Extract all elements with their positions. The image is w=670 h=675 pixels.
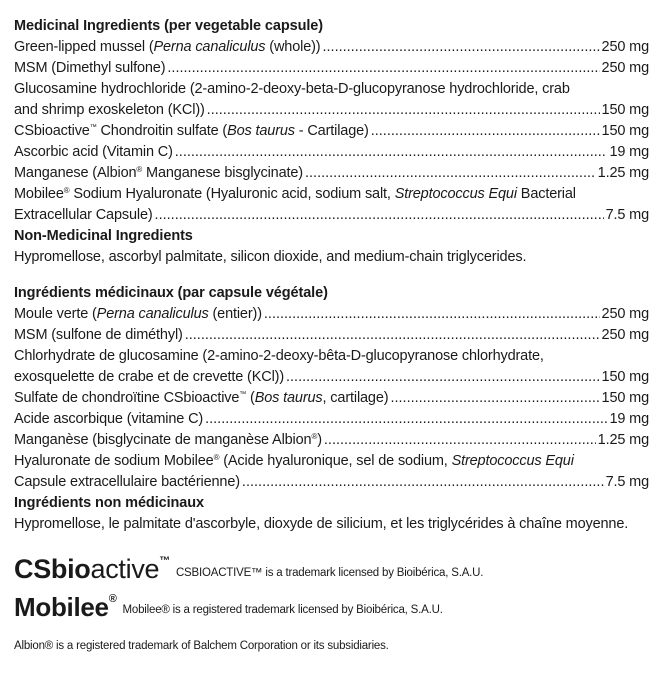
ingredient-amount: 150 mg	[601, 123, 649, 139]
ingredient-row: Capsule extracellulaire bactérienne) ..... 7.5 mg	[14, 472, 649, 493]
leader-dots	[175, 142, 608, 163]
ingredient-amount: 250 mg	[601, 60, 649, 76]
non-medicinal-ingredients-text: Hypromellose, ascorbyl palmitate, silicon dioxide, and medium-chain triglycerides.	[14, 249, 527, 265]
leader-dots	[322, 37, 599, 58]
mobilee-trademark-note: Mobilee® is a registered trademark licensed by Bioibérica, S.A.U.	[122, 604, 443, 616]
ingredient-row: Manganese (Albion® Manganese bisglycinate) ..... 1.25 mg	[14, 163, 649, 184]
leader-dots	[264, 304, 600, 325]
leader-dots	[390, 388, 599, 409]
leader-dots	[286, 367, 600, 388]
medicinal-ingredients-title: Medicinal Ingredients (per vegetable capsule)	[14, 18, 323, 34]
ingredient-amount: 1.25 mg	[597, 165, 649, 181]
ingredient-row-continued: Hyaluronate de sodium Mobilee® (Acide hyaluronique, sel de sodium, Streptococcus Equi	[14, 453, 574, 469]
leader-dots	[305, 163, 596, 184]
csbioactive-logo: CSbioactive™	[14, 554, 170, 584]
ingredient-row-continued: Glucosamine hydrochloride (2-amino-2-deoxy-beta-D-glucopyranose hydrochloride, crab	[14, 81, 570, 97]
ingredient-amount: 19 mg	[609, 144, 649, 160]
ingredient-amount: 19 mg	[609, 411, 649, 427]
ingredient-row: MSM (Dimethyl sulfone) ..... 250 mg	[14, 58, 649, 79]
non-medicinal-ingredients-title: Non-Medicinal Ingredients	[14, 228, 193, 244]
ingredient-amount: 7.5 mg	[605, 207, 649, 223]
ingredient-amount: 250 mg	[601, 39, 649, 55]
leader-dots	[185, 325, 600, 346]
ingredient-row-continued: Chlorhydrate de glucosamine (2-amino-2-deoxy-bêta-D-glucopyranose chlorhydrate,	[14, 348, 544, 364]
non-medicinal-ingredients-text-fr: Hypromellose, le palmitate d'ascorbyle, dioxyde de silicium, et les triglycérides à chaîne moyenne.	[14, 516, 629, 532]
leader-dots	[242, 472, 604, 493]
medicinal-ingredients-title-fr: Ingrédients médicinaux (par capsule végétale)	[14, 285, 328, 301]
ingredient-row: exosquelette de crabe et de crevette (KCl)) ..... 150 mg	[14, 367, 649, 388]
ingredient-amount: 7.5 mg	[605, 474, 649, 490]
mobilee-brand-row	[14, 594, 443, 620]
ingredient-row: Moule verte (Perna canaliculus (entier)) ..... 250 mg	[14, 304, 649, 325]
ingredient-amount: 150 mg	[601, 369, 649, 385]
albion-trademark-note: Albion® is a registered trademark of Balchem Corporation or its subsidiaries.	[14, 640, 389, 652]
leader-dots	[155, 205, 604, 226]
ingredient-row: CSbioactive™ Chondroitin sulfate (Bos taurus - Cartilage) ..... 150 mg	[14, 121, 649, 142]
ingredient-row: Extracellular Capsule) ..... 7.5 mg	[14, 205, 649, 226]
ingredient-row: Green-lipped mussel (Perna canaliculus (whole)) ..... 250 mg	[14, 37, 649, 58]
leader-dots	[324, 430, 596, 451]
supplement-facts-panel	[14, 16, 649, 535]
leader-dots	[371, 121, 600, 142]
leader-dots	[205, 409, 607, 430]
ingredient-amount: 1.25 mg	[597, 432, 649, 448]
ingredient-amount: 250 mg	[601, 327, 649, 343]
ingredient-row: Sulfate de chondroïtine CSbioactive™ (Bos taurus, cartilage) ..... 150 mg	[14, 388, 649, 409]
ingredient-row-continued: Mobilee® Sodium Hyaluronate (Hyaluronic acid, sodium salt, Streptococcus Equi Bacterial	[14, 186, 576, 202]
mobilee-logo: Mobilee®	[14, 592, 117, 622]
ingredient-amount: 150 mg	[601, 102, 649, 118]
ingredient-row: Acide ascorbique (vitamine C) ..... 19 mg	[14, 409, 649, 430]
ingredient-row: Ascorbic acid (Vitamin C) ..... 19 mg	[14, 142, 649, 163]
csbioactive-brand-row	[14, 556, 483, 583]
ingredient-amount: 150 mg	[601, 390, 649, 406]
csbioactive-trademark-note: CSBIOACTIVE™ is a trademark licensed by Bioibérica, S.A.U.	[175, 567, 484, 579]
ingredient-row: Manganèse (bisglycinate de manganèse Albion®) ..... 1.25 mg	[14, 430, 649, 451]
ingredient-row: MSM (sulfone de diméthyl) ..... 250 mg	[14, 325, 649, 346]
leader-dots	[167, 58, 599, 79]
ingredient-row: and shrimp exoskeleton (KCl)) ..... 150 mg	[14, 100, 649, 121]
ingredient-amount: 250 mg	[601, 306, 649, 322]
non-medicinal-ingredients-title-fr: Ingrédients non médicinaux	[14, 495, 204, 511]
leader-dots	[207, 100, 600, 121]
